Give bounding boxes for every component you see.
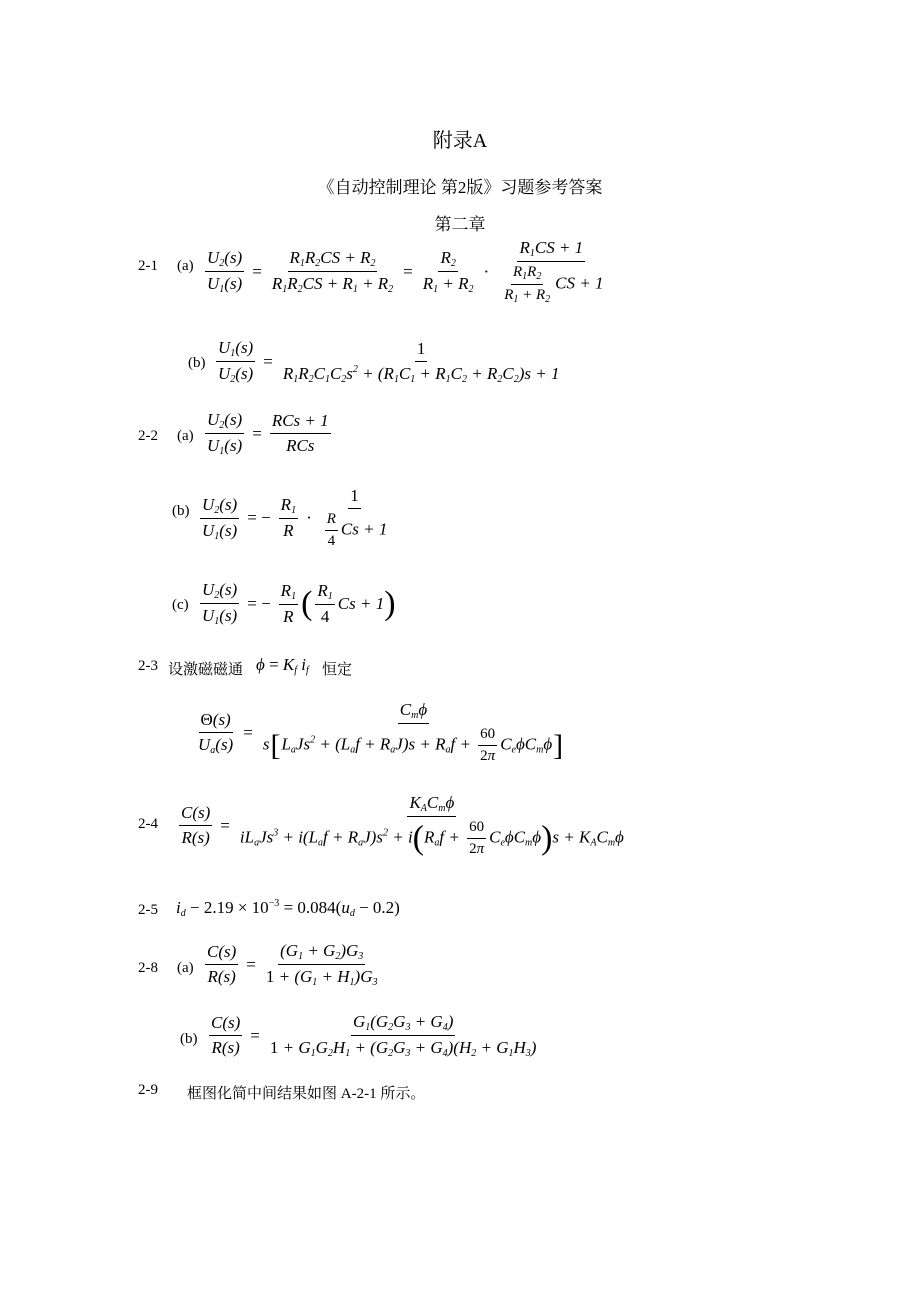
- equation-2-2c: $\frac{U_2(s)}{U_1(s)}$ = − $\frac{R_1}{R}$ ( $\frac{R_1}{4}$ Cs + 1 ): [202, 580, 396, 627]
- equation-2-1b: $\frac{U_1(s)}{U_2(s)}$ = $\frac{1}{R_1R_2C_1C_2s^2 + (R_1C_1 + R_1C_2 + R_2C_2)s + 1}$: [218, 338, 560, 385]
- problem-2-1-part-b: (b): [188, 355, 206, 371]
- problem-2-1-number: 2-1: [138, 258, 158, 274]
- problem-2-8-part-a: (a): [177, 960, 194, 976]
- book-title: 《自动控制理论 第2版》习题参考答案: [317, 178, 603, 197]
- problem-2-2-number: 2-2: [138, 428, 158, 444]
- problem-2-9-text: 框图化简中间结果如图 A-2-1 所示。: [187, 1086, 426, 1102]
- problem-2-3-text: 设激磁磁通: [168, 662, 244, 678]
- equation-2-1a: $\frac{U_2(s)}{U_1(s)}$ = $\frac{R_1R_2CS + R_2}{R_1R_2CS + R_1 + R_2}$ = $\frac{R_2}{R_1 + R_2}$ · $R_1CS + 1$ $\frac{R_1R_2}{R_1 + R_2}$ CS + 1: [207, 238, 604, 305]
- problem-2-8-part-b: (b): [180, 1031, 198, 1047]
- equation-2-2b: $\frac{U_2(s)}{U_1(s)}$ = − $\frac{R_1}{R}$ · 1 $\frac{R}{4}$ Cs + 1: [202, 486, 388, 549]
- appendix-title: 附录A: [432, 130, 488, 152]
- equation-2-3-flux: $\phi = K_f$ $i_f$: [256, 655, 309, 676]
- equation-2-8a: $\frac{C(s)}{R(s)}$ = $\frac{(G_1 + G_2)G_3}{1 + (G_1 + H_1)G_3}$: [207, 941, 378, 988]
- problem-2-2-part-a: (a): [177, 428, 194, 444]
- chapter-title: 第二章: [434, 215, 486, 234]
- problem-2-4-number: 2-4: [138, 816, 158, 832]
- equation-2-8b: $\frac{C(s)}{R(s)}$ = $\frac{G_1(G_2G_3 + G_4)}{1 + G_1G_2H_1 + (G_2G_3 + G_4)(H_2 + G_1H_3)}$: [211, 1012, 537, 1059]
- problem-2-3-text-after: 恒定: [322, 662, 353, 678]
- problem-2-5-number: 2-5: [138, 902, 158, 918]
- equation-2-2a: $\frac{U_2(s)}{U_1(s)}$ = $\frac{\text{RCs + 1}}{\text{RCs}}$: [207, 410, 329, 457]
- problem-2-3-number: 2-3: [138, 658, 158, 674]
- problem-2-1-part-a: (a): [177, 258, 194, 274]
- problem-2-2-part-b: (b): [172, 503, 190, 519]
- problem-2-9-number: 2-9: [138, 1082, 158, 1098]
- equation-2-4: $\frac{C(s)}{R(s)}$ = $K_AC_m\phi$ $iL_aJs^3 + i(L_af + R_aJ)s^2 + i(R_af$ + $\frac{60}{2\pi}$ $C_e\phi C_m\phi)s + K_AC_m\phi$: [181, 793, 624, 857]
- equation-2-5: $i_d - 2.19 \times 10^{-3} = 0.084(u_d - 0.2)$: [176, 898, 400, 919]
- problem-2-8-number: 2-8: [138, 960, 158, 976]
- problem-2-2-part-c: (c): [172, 597, 189, 613]
- equation-2-3: $\frac{\Theta(s)}{U_a(s)}$ = $C_m\phi$ $s[L_aJs^2 + (L_af + R_aJ)s + R_af$ + $\frac{60}{2\pi}$ $C_e\phi C_m\phi$]: [198, 700, 564, 764]
